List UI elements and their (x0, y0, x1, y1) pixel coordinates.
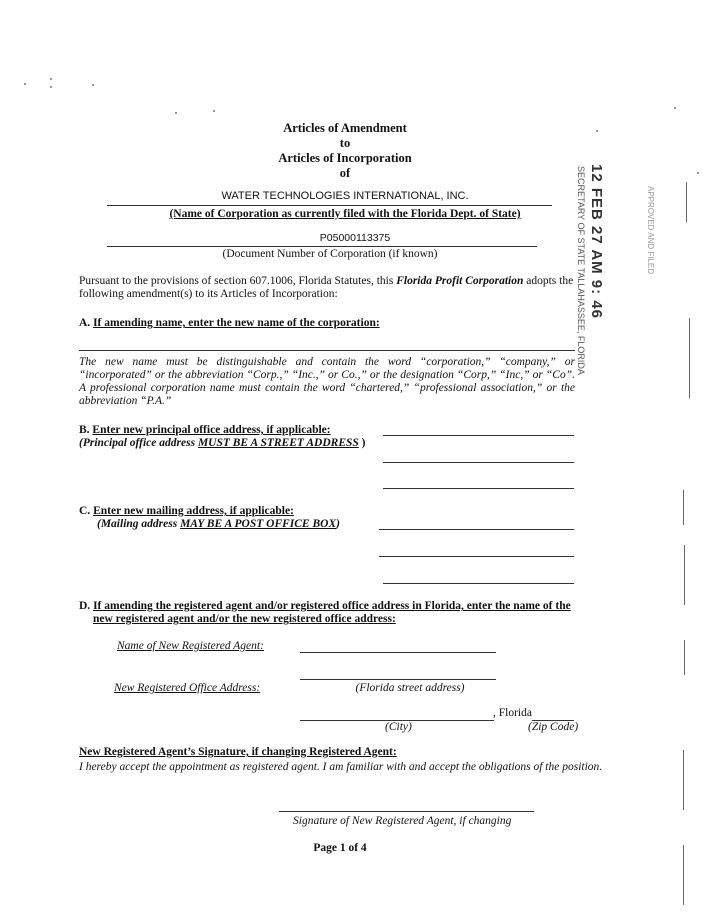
scan-edge-line (684, 640, 685, 675)
intro-text-line2: following amendment(s) to its Articles of Incorporation: (79, 288, 338, 300)
title-to: to (339, 136, 351, 150)
scan-speck (697, 172, 699, 174)
agent-signature-caption: Signature of New Registered Agent, if changing (293, 815, 512, 827)
scan-speck (674, 107, 676, 109)
scan-edge-line (683, 845, 684, 905)
title-articles-of-incorporation: Articles of Incorporation (278, 151, 412, 165)
scan-speck (24, 83, 26, 85)
scan-edge-line (683, 490, 684, 525)
document-number-line (107, 246, 537, 247)
section-c-letter: C. (79, 505, 91, 517)
scan-speck (50, 78, 52, 80)
intro-text-before: Pursuant to the provisions of section 607.1006, Florida Statutes, this (79, 275, 397, 287)
intro-entity-type: Florida Profit Corporation (396, 275, 524, 287)
section-b-note (79, 437, 366, 449)
section-a-letter: A. (79, 317, 91, 329)
section-a-heading (79, 317, 380, 329)
florida-state-text: , Florida (493, 707, 532, 719)
intro-text-after: adopts the (523, 275, 574, 287)
corporation-name-line (107, 205, 552, 206)
scan-speck (50, 86, 52, 88)
city-caption: (City) (385, 721, 412, 733)
section-c-note (97, 518, 340, 530)
scan-edge-line (684, 545, 685, 605)
scan-speck (213, 110, 215, 112)
section-c-note-suffix: ) (336, 518, 340, 530)
section-b-note-emph: MUST BE A STREET ADDRESS (197, 437, 359, 449)
intro-paragraph (79, 275, 619, 301)
document-number: P05000113375 (319, 232, 391, 244)
new-agent-name-label: Name of New Registered Agent: (117, 640, 264, 652)
section-b-note-suffix: ) (358, 437, 366, 449)
scan-edge-line (686, 182, 687, 222)
section-a-name-field[interactable] (79, 350, 575, 351)
scan-edge-line (683, 750, 684, 810)
section-c-note-emph: MAY BE A POST OFFICE BOX (180, 518, 337, 530)
section-a-note: The new name must be distinguishable and contain the word “corporation,” “company,” or “incorporated” or the abbreviation “Corp.,” “Inc.,” or Co.,” or the designation “Corp,” “Inc,” or “Co”. A professional corporation name must contain the word “chartered,” “professional association,” or the abbreviation “P.A.” (79, 356, 575, 407)
section-b-heading (79, 424, 331, 436)
scan-edge-line (689, 318, 690, 398)
new-office-street-field[interactable] (300, 679, 496, 680)
document-number-caption: (Document Number of Corporation (if known) (222, 248, 438, 260)
principal-address-line-3[interactable] (383, 488, 574, 489)
corporation-name-caption: (Name of Corporation as currently filed with the Florida Dept. of State) (169, 208, 521, 220)
mailing-address-line-3[interactable] (383, 583, 574, 584)
new-office-address-label: New Registered Office Address: (114, 682, 261, 694)
section-d-letter: D. (79, 600, 91, 612)
principal-address-line-1[interactable] (383, 435, 574, 436)
filing-stamp-date: 12 FEB 27 AM 9: 46 (588, 164, 605, 319)
section-d-title-line2: new registered agent and/or the new registered office address: (93, 613, 396, 625)
filing-stamp-side: APPROVED AND FILED (646, 186, 655, 275)
section-d-title-line1: If amending the registered agent and/or registered office address in Florida, enter the name of the (93, 600, 571, 612)
agent-signature-field[interactable] (279, 811, 534, 812)
mailing-address-line-1[interactable] (379, 529, 574, 530)
title-articles-of-amendment: Articles of Amendment (283, 121, 407, 135)
new-agent-name-field[interactable] (300, 652, 496, 653)
filing-stamp-office: SECRETARY OF STATE TALLAHASSEE, FLORIDA (576, 166, 586, 375)
page-number: Page 1 of 4 (313, 842, 367, 854)
agent-signature-heading: New Registered Agent’s Signature, if changing Registered Agent: (79, 746, 397, 758)
scan-speck (175, 112, 177, 114)
section-c-note-prefix: (Mailing address (97, 518, 181, 530)
zip-code-caption: (Zip Code) (528, 721, 579, 733)
corporation-name: WATER TECHNOLOGIES INTERNATIONAL, INC. (221, 190, 469, 202)
scan-speck (596, 130, 598, 132)
agent-acceptance-text: I hereby accept the appointment as registered agent. I am familiar with and accept the obligations of the position. (79, 761, 603, 773)
title-of: of (339, 166, 351, 180)
section-c-heading (79, 505, 294, 517)
scan-speck (92, 84, 94, 86)
section-b-title: Enter new principal office address, if applicable: (92, 424, 331, 436)
section-a-title: If amending name, enter the new name of the corporation: (93, 317, 380, 329)
principal-address-line-2[interactable] (383, 462, 574, 463)
section-d-heading (79, 600, 609, 626)
section-c-title: Enter new mailing address, if applicable: (93, 505, 294, 517)
mailing-address-line-2[interactable] (379, 556, 574, 557)
section-b-note-prefix: (Principal office address (79, 437, 198, 449)
florida-street-caption: (Florida street address) (355, 682, 465, 694)
section-b-letter: B. (79, 424, 90, 436)
